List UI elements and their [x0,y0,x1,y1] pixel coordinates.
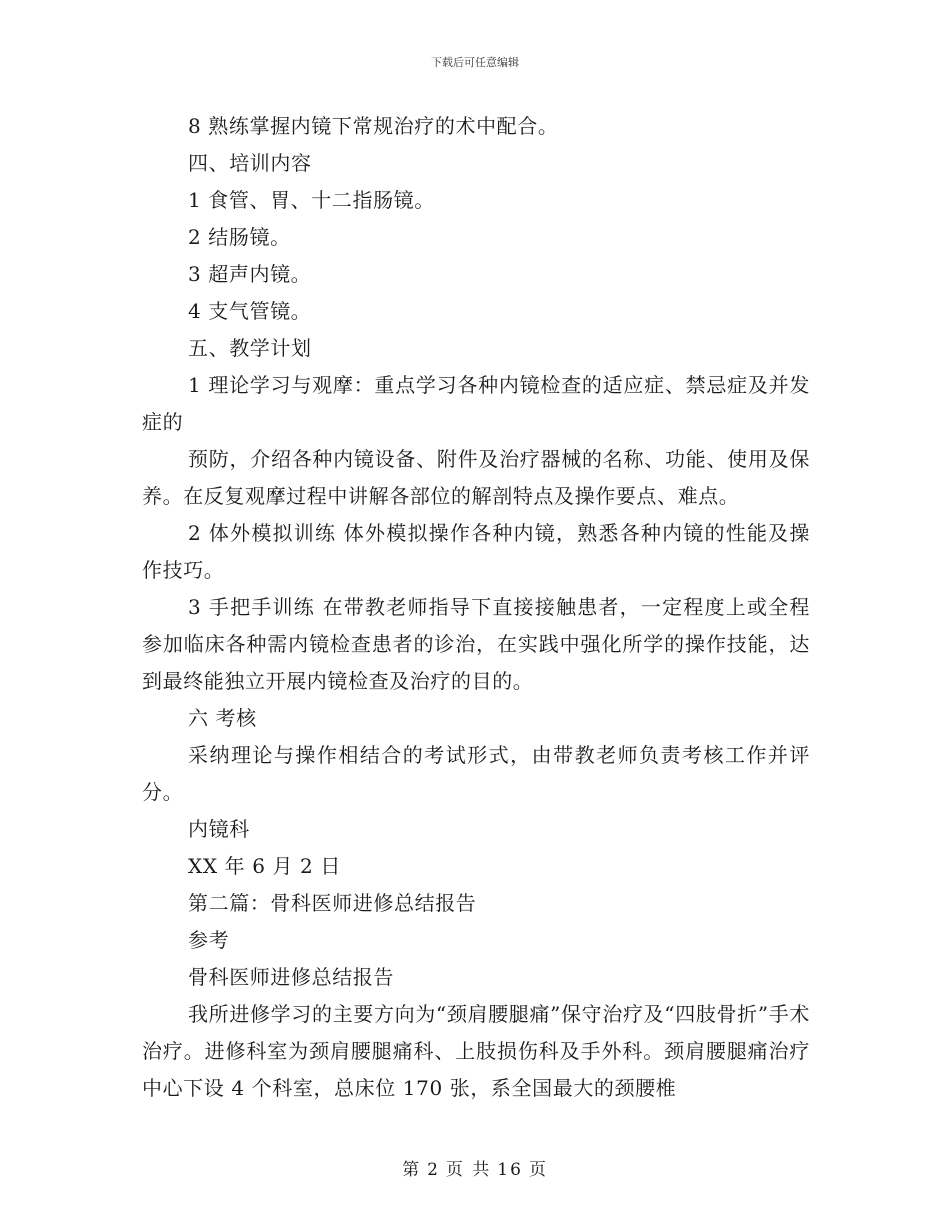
footer-mid: 页 共 [445,1160,492,1180]
paragraph-simulation-training: 2 体外模拟训练 体外模拟操作各种内镜，熟悉各种内镜的性能及操作技巧。 [142,521,810,582]
paragraph-hands-on-training: 3 手把手训练 在带教老师指导下直接接触患者，一定程度上或全程参加临床各种需内镜检查患者的诊治，在实践中强化所学的操作技能，达到最终能独立开展内镜检查及治疗的目的。 [142,595,810,693]
section-heading-teaching-plan: 五、教学计划 [188,336,312,360]
article-title: 骨科医师进修总结报告 [188,965,394,989]
footer-suffix: 页 [528,1160,548,1180]
paragraph-prevention: 预防，介绍各种内镜设备、附件及治疗器械的名称、功能、使用及保养。在反复观摩过程中讲解各部位的解剖特点及操作要点、难点。 [142,447,810,508]
paragraph-study-direction: 我所进修学习的主要方向为“颈肩腰腿痛”保守治疗及“四肢骨折”手术治疗。进修科室为颈肩腰腿痛科、上肢损伤科及手外科。颈肩腰腿痛治疗中心下设 4 个科室，总床位 170 张，系全国最大的颈腰椎 [142,1002,810,1100]
reference-label: 参考 [188,928,230,952]
list-item-bronchoscope: 4 支气管镜。 [188,299,312,323]
list-item-gastroscope: 1 食管、胃、十二指肠镜。 [188,188,435,212]
paragraph-item-8: 8 熟练掌握内镜下常规治疗的术中配合。 [188,114,559,138]
list-item-ultrasound-endoscope: 3 超声内镜。 [188,262,312,286]
page-header: 下载后可任意编辑 [431,56,519,69]
footer-total-pages: 16 [497,1160,523,1180]
section-heading-assessment: 六 考核 [188,706,257,730]
footer-page-number: 2 [427,1160,440,1180]
page-footer [0,1155,950,1180]
list-item-colonoscope: 2 结肠镜。 [188,225,291,249]
paragraph-theory-study: 1 理论学习与观摩：重点学习各种内镜检查的适应症、禁忌症及并发症的 [142,373,810,434]
signature-department: 内镜科 [188,817,250,841]
section-heading-second-article: 第二篇：骨科医师进修总结报告 [188,891,477,915]
paragraph-assessment: 采纳理论与操作相结合的考试形式，由带教老师负责考核工作并评分。 [142,743,810,804]
footer-prefix: 第 [402,1160,422,1180]
signature-date: XX 年 6 月 2 日 [188,854,341,878]
section-heading-training-content: 四、培训内容 [188,151,312,175]
document-body [142,108,810,1107]
